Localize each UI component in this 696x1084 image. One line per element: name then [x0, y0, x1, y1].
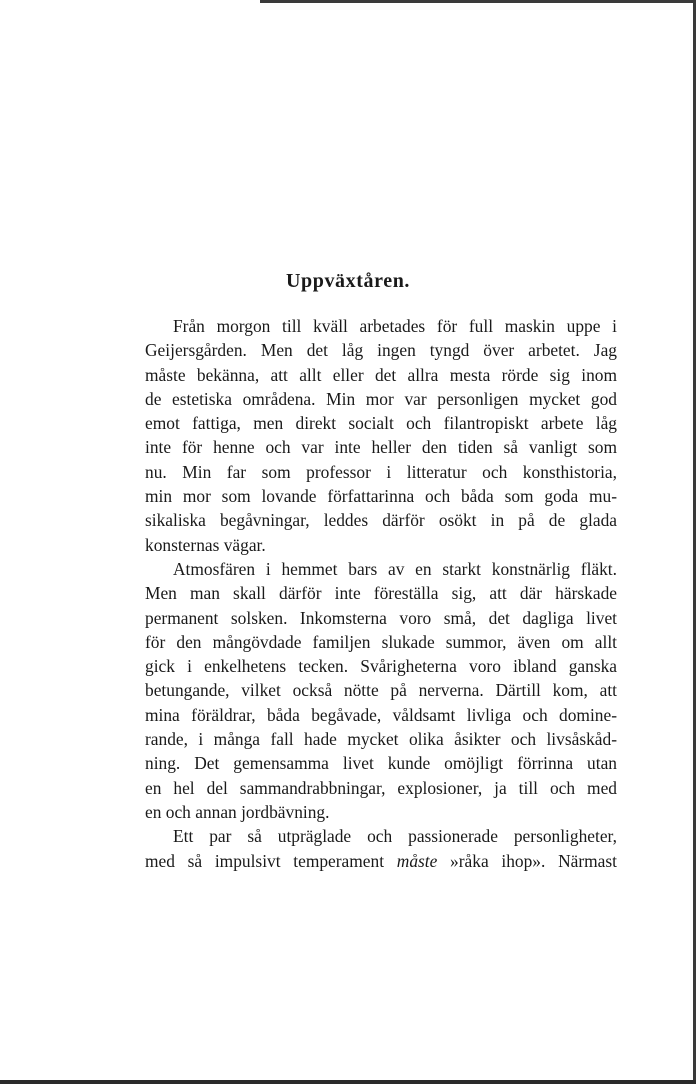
body-text — [145, 314, 617, 873]
text-line: för den mångövdade familjen slukade summor, även om allt — [145, 631, 617, 652]
text-line: en och annan jordbävning. — [145, 801, 330, 822]
text-line: Från morgon till kväll arbetades för full maskin uppe i — [173, 316, 617, 336]
text-line: de estetiska områdena. Min mor var personligen mycket god — [145, 388, 617, 409]
text-line: ning. Det gemensamma livet kunde omöjligt förrinna utan — [145, 753, 617, 774]
text-line: Atmosfären i hemmet bars av en starkt konstnärlig fläkt. — [173, 558, 617, 579]
chapter-title: Uppväxtåren. — [285, 270, 411, 292]
text-line: sikaliska begåvningar, leddes därför osökt in på de glada — [145, 510, 617, 531]
text-line: Geijersgården. Men det låg ingen tyngd över arbetet. Jag — [145, 340, 617, 361]
text-line: betungande, vilket också nötte på nerverna. Därtill kom, att — [145, 680, 617, 701]
text-line-with-emphasis — [145, 849, 617, 873]
text-line: måste bekänna, att allt eller det allra mesta rörde sig inom — [145, 364, 617, 385]
text-line: rande, i många fall hade mycket olika åsikter och livsåskåd- — [145, 729, 617, 750]
text-line: emot fattiga, men direkt socialt och filantropiskt arbete låg — [145, 413, 617, 434]
text-line: mina föräldrar, båda begåvade, våldsamt livliga och domine- — [145, 704, 617, 725]
text-line: permanent solsken. Inkomsterna voro små, det dagliga livet — [145, 607, 617, 628]
text-line: en hel del sammandrabbningar, explosioner, ja till och med — [145, 777, 617, 798]
text-segment: med så impulsivt temperament — [145, 850, 397, 871]
text-segment: »råka ihop». Närmast — [437, 850, 617, 871]
text-line: min mor som lovande författarinna och båda som goda mu- — [145, 486, 617, 507]
scan-edge-top — [260, 0, 696, 3]
text-line: inte för henne och var inte heller den tiden så vanligt som — [145, 437, 617, 458]
text-line: Men man skall därför inte föreställa sig, att där härskade — [145, 583, 617, 604]
emphasized-word: måste — [396, 850, 438, 871]
text-line: Ett par så utpräglade och passionerade personligheter, — [173, 826, 617, 847]
scan-edge-bottom — [0, 1080, 696, 1084]
text-line: konsternas vägar. — [145, 534, 266, 555]
text-line: nu. Min far som professor i litteratur och konsthistoria, — [145, 461, 617, 482]
text-line: gick i enkelhetens tecken. Svårigheterna voro ibland ganska — [145, 656, 617, 677]
